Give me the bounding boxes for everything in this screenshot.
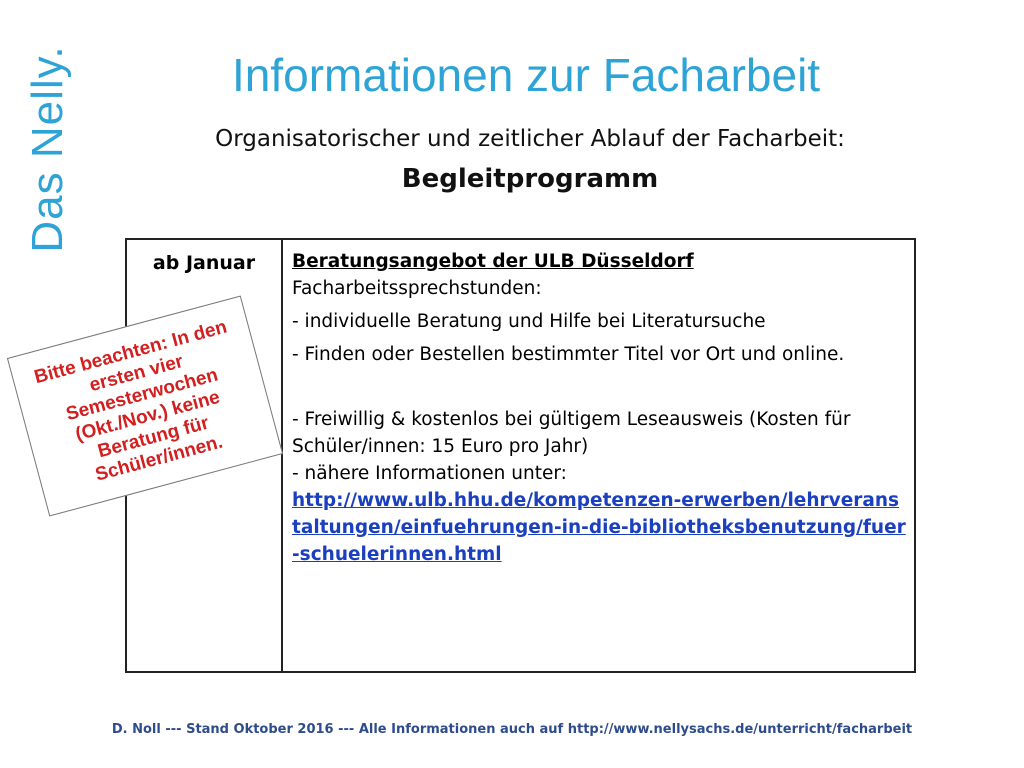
info-link[interactable]: http://www.ulb.hhu.de/kompetenzen-erwerben/lehrveranstaltungen/einfuehrungen-in-die-bibliotheksbenutzung/fuer-schuelerinnen.html	[292, 490, 906, 565]
list-item: - individuelle Beratung und Hilfe bei Literatursuche	[292, 311, 766, 332]
brand-logo: Das Nelly.	[23, 45, 72, 253]
list-item: - nähere Informationen unter:	[292, 463, 567, 484]
footer-note: D. Noll --- Stand Oktober 2016 --- Alle Informationen auch auf http://www.nellysachs.de/unterricht/facharbeit	[111, 722, 913, 737]
page-title: Informationen zur Facharbeit	[232, 49, 821, 101]
page-subtitle	[150, 123, 910, 195]
content-cell	[282, 239, 915, 672]
subtitle-emphasis: Begleitprogramm	[401, 164, 659, 194]
notice-text: Bitte beachten: In den ersten vier Semesterwochen (Okt./Nov.) keine Beratung für Schüler/innen.	[32, 316, 230, 486]
time-label: ab Januar	[152, 252, 256, 274]
list-item: - Finden oder Bestellen bestimmter Titel vor Ort und online.	[292, 344, 845, 365]
offer-heading: Beratungsangebot der ULB Düsseldorf	[292, 251, 694, 272]
list-item: - Freiwillig & kostenlos bei gültigem Leseausweis (Kosten für Schüler/innen: 15 Euro pro Jahr)	[292, 409, 851, 457]
offer-intro: Facharbeitssprechstunden:	[292, 278, 542, 299]
subtitle-text: Organisatorischer und zeitlicher Ablauf der Facharbeit:	[215, 126, 845, 152]
